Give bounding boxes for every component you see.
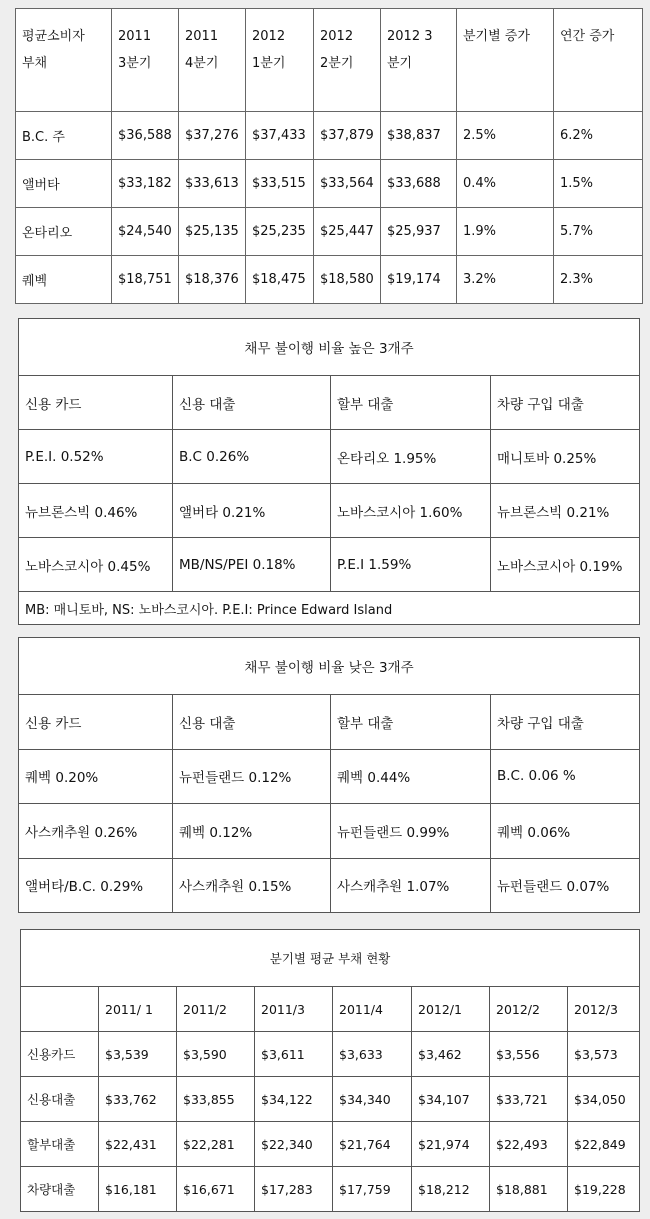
table-cell: $38,837 (381, 112, 457, 160)
table-cell: 3.2% (457, 256, 554, 304)
table-cell: 2.5% (457, 112, 554, 160)
table-cell: 사스캐추원 0.15% (173, 858, 331, 912)
table-title: 채무 불이행 비율 낮은 3개주 (19, 638, 640, 695)
table-cell: $25,135 (179, 208, 246, 256)
table-cell: $3,539 (99, 1032, 177, 1077)
table-title: 채무 불이행 비율 높은 3개주 (19, 319, 640, 376)
table-cell: $18,580 (314, 256, 381, 304)
table-cell: $33,855 (177, 1077, 255, 1122)
table-cell: $21,974 (412, 1122, 490, 1167)
table-cell: P.E.I 1.59% (331, 538, 491, 592)
table-cell: $3,611 (255, 1032, 333, 1077)
table-cell: $3,590 (177, 1032, 255, 1077)
table-cell: $22,281 (177, 1122, 255, 1167)
table-cell: $18,751 (112, 256, 179, 304)
table-cell: 퀘벡 0.06% (491, 804, 640, 858)
table-cell: 퀘벡 0.12% (173, 804, 331, 858)
table-cell: P.E.I. 0.52% (19, 430, 173, 484)
header-cell: 2012/1 (412, 987, 490, 1032)
header-cell: 연간 증가 (554, 9, 643, 112)
table-cell: 2.3% (554, 256, 643, 304)
table-row (19, 430, 640, 484)
table-header-row (19, 376, 640, 430)
table-cell: $37,879 (314, 112, 381, 160)
header-cell: 분기별 증가 (457, 9, 554, 112)
table-cell: 앨버타 (16, 160, 112, 208)
header-cell: 2011 4분기 (179, 9, 246, 112)
quarterly-average-debt-table (20, 929, 640, 1212)
header-cell: 2011/3 (255, 987, 333, 1032)
table-row (19, 804, 640, 858)
table-title-row (21, 930, 640, 987)
table-cell: $25,235 (246, 208, 314, 256)
header-cell: 2011/4 (333, 987, 412, 1032)
table-cell: 앨버타/B.C. 0.29% (19, 858, 173, 912)
table-cell: 앨버타 0.21% (173, 484, 331, 538)
header-cell: 2012 2분기 (314, 9, 381, 112)
table-cell: $34,122 (255, 1077, 333, 1122)
table-cell: 차량대출 (21, 1167, 99, 1212)
abbreviation-note: MB: 매니토바, NS: 노바스코시아. P.E.I: Prince Edward Island (19, 592, 640, 625)
table-cell: 0.4% (457, 160, 554, 208)
table-title-row (19, 319, 640, 376)
high-default-rate-table (18, 318, 640, 625)
table-cell: $33,762 (99, 1077, 177, 1122)
header-cell: 신용 대출 (173, 376, 331, 430)
header-cell: 차량 구입 대출 (491, 695, 640, 749)
header-cell: 차량 구입 대출 (491, 376, 640, 430)
table-cell: $17,283 (255, 1167, 333, 1212)
table-cell: $33,721 (490, 1077, 568, 1122)
table-cell: 노바스코시아 0.45% (19, 538, 173, 592)
table-row (19, 858, 640, 912)
table-row (19, 538, 640, 592)
table-cell: $3,573 (568, 1032, 640, 1077)
table-row (16, 256, 643, 304)
table-cell: 온타리오 (16, 208, 112, 256)
header-cell: 2012/2 (490, 987, 568, 1032)
table-cell: 뉴펀들랜드 0.12% (173, 749, 331, 803)
table-row (16, 208, 643, 256)
table-cell: $37,276 (179, 112, 246, 160)
header-cell: 2012/3 (568, 987, 640, 1032)
average-debt-by-province-table (15, 8, 643, 304)
table-cell: 노바스코시아 1.60% (331, 484, 491, 538)
header-cell: 2011 3분기 (112, 9, 179, 112)
table-row (21, 1032, 640, 1077)
table-cell: 1.9% (457, 208, 554, 256)
table-cell: B.C. 0.06 % (491, 749, 640, 803)
table-row (21, 1077, 640, 1122)
table-cell: $34,107 (412, 1077, 490, 1122)
header-cell: 2011/2 (177, 987, 255, 1032)
header-cell: 2012 1분기 (246, 9, 314, 112)
table-cell: 할부대출 (21, 1122, 99, 1167)
table-cell: $37,433 (246, 112, 314, 160)
table-cell: $21,764 (333, 1122, 412, 1167)
table-cell: $3,556 (490, 1032, 568, 1077)
header-cell: 할부 대출 (331, 695, 491, 749)
table-cell: 퀘벡 (16, 256, 112, 304)
table-cell: $25,937 (381, 208, 457, 256)
table-cell: 퀘벡 0.20% (19, 749, 173, 803)
table-row (16, 160, 643, 208)
table-cell: 뉴브론스빅 0.46% (19, 484, 173, 538)
table-cell: 온타리오 1.95% (331, 430, 491, 484)
table-cell: $24,540 (112, 208, 179, 256)
table-cell: 신용카드 (21, 1032, 99, 1077)
table-cell: $34,340 (333, 1077, 412, 1122)
table-cell: 사스캐추원 0.26% (19, 804, 173, 858)
table-cell: $33,182 (112, 160, 179, 208)
table-cell: $18,376 (179, 256, 246, 304)
table-cell: $18,212 (412, 1167, 490, 1212)
table-cell: $18,881 (490, 1167, 568, 1212)
table-cell: $22,493 (490, 1122, 568, 1167)
header-cell: 신용 카드 (19, 376, 173, 430)
table-cell: 1.5% (554, 160, 643, 208)
table-cell: B.C 0.26% (173, 430, 331, 484)
table-title-row (19, 638, 640, 695)
table-cell: $33,515 (246, 160, 314, 208)
table-cell: $17,759 (333, 1167, 412, 1212)
table-cell: $22,431 (99, 1122, 177, 1167)
table-cell: $16,181 (99, 1167, 177, 1212)
header-cell: 2012 3 분기 (381, 9, 457, 112)
header-cell: 신용 대출 (173, 695, 331, 749)
table-cell: $16,671 (177, 1167, 255, 1212)
table-cell: 신용대출 (21, 1077, 99, 1122)
table-header-row (16, 9, 643, 112)
header-cell: 2011/ 1 (99, 987, 177, 1032)
table-row (19, 749, 640, 803)
table-note-row (19, 592, 640, 625)
table-cell: 뉴펀들랜드 0.99% (331, 804, 491, 858)
table-row (21, 1122, 640, 1167)
table-cell: $18,475 (246, 256, 314, 304)
low-default-rate-table (18, 637, 640, 913)
table-cell: 뉴펀들랜드 0.07% (491, 858, 640, 912)
table-cell: 뉴브론스빅 0.21% (491, 484, 640, 538)
header-cell: 신용 카드 (19, 695, 173, 749)
header-cell (21, 987, 99, 1032)
table-row (19, 484, 640, 538)
table-cell: $19,174 (381, 256, 457, 304)
table-cell: 5.7% (554, 208, 643, 256)
table-cell: $19,228 (568, 1167, 640, 1212)
table-cell: $25,447 (314, 208, 381, 256)
table-cell: 사스캐추원 1.07% (331, 858, 491, 912)
table-row (16, 112, 643, 160)
table-title: 분기별 평균 부채 현황 (21, 930, 640, 987)
table-cell: $34,050 (568, 1077, 640, 1122)
table-cell: $3,633 (333, 1032, 412, 1077)
table-header-row (19, 695, 640, 749)
table-header-row (21, 987, 640, 1032)
table-cell: MB/NS/PEI 0.18% (173, 538, 331, 592)
table-cell: $36,588 (112, 112, 179, 160)
table-cell: $33,688 (381, 160, 457, 208)
table-cell: $3,462 (412, 1032, 490, 1077)
header-cell: 평균소비자 부채 (16, 9, 112, 112)
table-cell: $22,849 (568, 1122, 640, 1167)
table-cell: 퀘벡 0.44% (331, 749, 491, 803)
table-cell: 매니토바 0.25% (491, 430, 640, 484)
table-cell: $33,613 (179, 160, 246, 208)
table-cell: $33,564 (314, 160, 381, 208)
table-cell: 노바스코시아 0.19% (491, 538, 640, 592)
table-cell: $22,340 (255, 1122, 333, 1167)
table-row (21, 1167, 640, 1212)
header-cell: 할부 대출 (331, 376, 491, 430)
table-cell: B.C. 주 (16, 112, 112, 160)
table-cell: 6.2% (554, 112, 643, 160)
